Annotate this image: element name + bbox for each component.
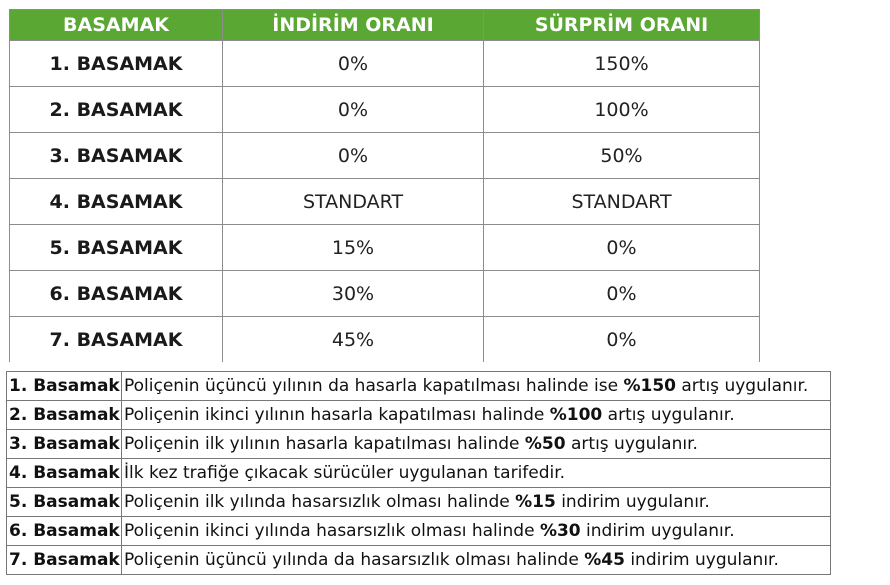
description-text [122,488,831,517]
step-cell: 2. BASAMAK [10,87,223,133]
table-row [10,225,760,271]
table-row [10,271,760,317]
surcharge-cell: STANDART [484,179,760,225]
description-percent: %50 [524,434,566,454]
description-step-label: 5. Basamak [7,488,122,517]
surcharge-cell: 50% [484,133,760,179]
surcharge-cell: 100% [484,87,760,133]
step-cell: 6. BASAMAK [10,271,223,317]
description-text-end: artış uygulanır. [602,405,735,425]
header-discount-rate: İNDİRİM ORANI [223,10,484,41]
description-text-start: Poliçenin ikinci yılının hasarla kapatılması halinde [124,405,550,425]
step-cell: 1. BASAMAK [10,41,223,87]
description-row [7,372,831,401]
discount-cell: 0% [223,87,484,133]
description-row [7,546,831,575]
discount-cell: 30% [223,271,484,317]
description-row [7,488,831,517]
description-text [122,459,831,488]
description-step-label: 2. Basamak [7,401,122,430]
description-percent: %100 [549,405,603,425]
description-text-end: indirim uygulanır. [624,550,779,570]
description-text [122,401,831,430]
step-cell: 7. BASAMAK [10,317,223,363]
description-step-label: 4. Basamak [7,459,122,488]
description-text-start: Poliçenin üçüncü yılının da hasarla kapatılması halinde ise [124,376,624,396]
description-text-end: indirim uygulanır. [555,492,710,512]
description-percent: %15 [515,492,556,512]
surcharge-cell: 0% [484,271,760,317]
surcharge-cell: 0% [484,317,760,363]
description-text-start: Poliçenin ikinci yılında hasarsızlık olması halinde [124,521,540,541]
surcharge-cell: 150% [484,41,760,87]
description-text-end: indirim uygulanır. [580,521,735,541]
description-step-label: 6. Basamak [7,517,122,546]
description-row [7,401,831,430]
description-row [7,517,831,546]
discount-cell: 0% [223,133,484,179]
description-text [122,430,831,459]
description-text [122,517,831,546]
description-text-end: artış uygulanır. [675,376,809,396]
description-row [7,430,831,459]
description-percent: %45 [584,550,625,570]
description-text [122,546,831,575]
description-text [122,372,831,401]
step-rates-table [9,9,760,362]
discount-cell: 0% [223,41,484,87]
description-step-label: 3. Basamak [7,430,122,459]
table-header-row [10,10,760,41]
header-surcharge-rate: SÜRPRİM ORANI [484,10,760,41]
description-step-label: 7. Basamak [7,546,122,575]
description-text-start: Poliçenin üçüncü yılında da hasarsızlık olması halinde [124,550,585,570]
step-description-table [6,371,831,575]
description-step-label: 1. Basamak [7,372,122,401]
discount-cell: 45% [223,317,484,363]
header-step: BASAMAK [10,10,223,41]
table-row [10,87,760,133]
description-text-start: Poliçenin ilk yılında hasarsızlık olması halinde [124,492,516,512]
discount-cell: STANDART [223,179,484,225]
table-row [10,317,760,363]
description-row [7,459,831,488]
description-percent: %30 [539,521,581,541]
step-cell: 4. BASAMAK [10,179,223,225]
surcharge-cell: 0% [484,225,760,271]
description-percent: %150 [623,376,676,396]
description-text-end: artış uygulanır. [565,434,698,454]
table-row [10,133,760,179]
table-row [10,41,760,87]
description-text-start: Poliçenin ilk yılının hasarla kapatılması halinde [124,434,525,454]
discount-cell: 15% [223,225,484,271]
description-text-start: İlk kez trafiğe çıkacak sürücüler uygulanan tarifedir. [124,463,566,483]
step-cell: 3. BASAMAK [10,133,223,179]
table-row [10,179,760,225]
step-cell: 5. BASAMAK [10,225,223,271]
